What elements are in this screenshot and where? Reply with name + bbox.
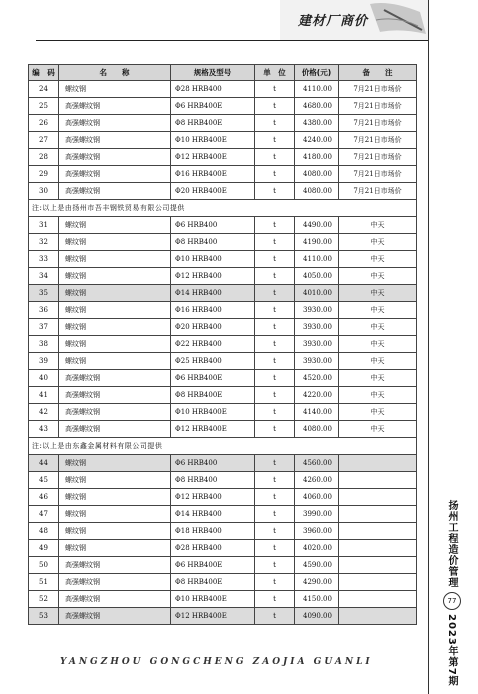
table-row xyxy=(29,217,417,234)
table-row xyxy=(29,506,417,523)
cell-spec: Φ14 HRB400 xyxy=(171,506,255,523)
cell-name: 高强螺纹钢 xyxy=(59,608,171,625)
table-row xyxy=(29,472,417,489)
cell-note: 中天 xyxy=(339,336,417,353)
cell-price: 4290.00 xyxy=(295,574,339,591)
cell-note: 中天 xyxy=(339,302,417,319)
header-name: 名 称 xyxy=(59,65,171,81)
table-row xyxy=(29,251,417,268)
cell-code: 48 xyxy=(29,523,59,540)
cell-unit: t xyxy=(255,455,295,472)
cell-code: 39 xyxy=(29,353,59,370)
cell-spec: Φ10 HRB400E xyxy=(171,591,255,608)
cell-code: 37 xyxy=(29,319,59,336)
table-row xyxy=(29,183,417,200)
cell-note xyxy=(339,540,417,557)
cell-code: 30 xyxy=(29,183,59,200)
cell-note: 中天 xyxy=(339,251,417,268)
cell-price: 4680.00 xyxy=(295,98,339,115)
cell-note: 中天 xyxy=(339,404,417,421)
table-row xyxy=(29,319,417,336)
table-row xyxy=(29,574,417,591)
cell-code: 24 xyxy=(29,81,59,98)
table-row xyxy=(29,302,417,319)
cell-price: 4010.00 xyxy=(295,285,339,302)
cell-spec: Φ6 HRB400 xyxy=(171,217,255,234)
cell-price: 4380.00 xyxy=(295,115,339,132)
cell-price: 4260.00 xyxy=(295,472,339,489)
table-row xyxy=(29,353,417,370)
table-row xyxy=(29,370,417,387)
cell-price: 4150.00 xyxy=(295,591,339,608)
cell-unit: t xyxy=(255,319,295,336)
cell-unit: t xyxy=(255,234,295,251)
cell-price: 3990.00 xyxy=(295,506,339,523)
cell-name: 螺纹钢 xyxy=(59,336,171,353)
table-row xyxy=(29,489,417,506)
cell-note: 中天 xyxy=(339,421,417,438)
cell-note: 中天 xyxy=(339,285,417,302)
cell-note: 7月21日市场价 xyxy=(339,183,417,200)
cell-spec: Φ12 HRB400E xyxy=(171,608,255,625)
cell-code: 36 xyxy=(29,302,59,319)
cell-unit: t xyxy=(255,98,295,115)
cell-code: 40 xyxy=(29,370,59,387)
cell-spec: Φ10 HRB400 xyxy=(171,251,255,268)
cell-code: 47 xyxy=(29,506,59,523)
table-note-row xyxy=(29,438,417,455)
cell-unit: t xyxy=(255,591,295,608)
cell-price: 4140.00 xyxy=(295,404,339,421)
cell-price: 3930.00 xyxy=(295,353,339,370)
cell-price: 3930.00 xyxy=(295,302,339,319)
cell-code: 50 xyxy=(29,557,59,574)
cell-price: 4110.00 xyxy=(295,81,339,98)
cell-unit: t xyxy=(255,370,295,387)
cell-code: 28 xyxy=(29,149,59,166)
cell-spec: Φ22 HRB400 xyxy=(171,336,255,353)
cell-price: 4190.00 xyxy=(295,234,339,251)
cell-note xyxy=(339,489,417,506)
cell-code: 25 xyxy=(29,98,59,115)
cell-spec: Φ12 HRB400 xyxy=(171,489,255,506)
price-table xyxy=(28,64,417,625)
cell-name: 螺纹钢 xyxy=(59,268,171,285)
cell-code: 35 xyxy=(29,285,59,302)
cell-name: 螺纹钢 xyxy=(59,353,171,370)
cell-unit: t xyxy=(255,217,295,234)
issue-label: 2023年第7期 xyxy=(446,614,457,687)
cell-price: 3960.00 xyxy=(295,523,339,540)
cell-name: 螺纹钢 xyxy=(59,217,171,234)
cell-unit: t xyxy=(255,353,295,370)
cell-code: 43 xyxy=(29,421,59,438)
cell-unit: t xyxy=(255,574,295,591)
cell-note: 中天 xyxy=(339,319,417,336)
cell-note xyxy=(339,523,417,540)
cell-note xyxy=(339,557,417,574)
cell-unit: t xyxy=(255,404,295,421)
table-row xyxy=(29,268,417,285)
page-number: 77 xyxy=(443,592,461,610)
cell-code: 29 xyxy=(29,166,59,183)
cell-spec: Φ10 HRB400E xyxy=(171,132,255,149)
cell-name: 高强螺纹钢 xyxy=(59,166,171,183)
cell-note xyxy=(339,472,417,489)
table-row xyxy=(29,81,417,98)
cell-unit: t xyxy=(255,251,295,268)
cell-unit: t xyxy=(255,421,295,438)
cell-price: 3930.00 xyxy=(295,319,339,336)
header-divider xyxy=(36,40,428,41)
cell-code: 49 xyxy=(29,540,59,557)
cell-note xyxy=(339,506,417,523)
cell-code: 34 xyxy=(29,268,59,285)
cell-name: 高强螺纹钢 xyxy=(59,115,171,132)
cell-name: 螺纹钢 xyxy=(59,251,171,268)
cell-price: 4590.00 xyxy=(295,557,339,574)
cell-spec: Φ16 HRB400E xyxy=(171,166,255,183)
cell-spec: Φ16 HRB400 xyxy=(171,302,255,319)
table-header-row xyxy=(29,65,417,81)
cell-name: 高强螺纹钢 xyxy=(59,574,171,591)
table-row xyxy=(29,166,417,183)
cell-name: 螺纹钢 xyxy=(59,81,171,98)
cell-spec: Φ8 HRB400E xyxy=(171,115,255,132)
cell-name: 高强螺纹钢 xyxy=(59,98,171,115)
side-divider xyxy=(428,0,429,694)
cell-note xyxy=(339,608,417,625)
cell-note: 7月21日市场价 xyxy=(339,149,417,166)
header-price: 价格(元) xyxy=(295,65,339,81)
table-row xyxy=(29,336,417,353)
cell-note: 7月21日市场价 xyxy=(339,98,417,115)
table-note-row xyxy=(29,200,417,217)
cell-unit: t xyxy=(255,81,295,98)
cell-spec: Φ6 HRB400E xyxy=(171,98,255,115)
cell-name: 高强螺纹钢 xyxy=(59,183,171,200)
cell-code: 51 xyxy=(29,574,59,591)
table-row xyxy=(29,540,417,557)
cell-note: 中天 xyxy=(339,268,417,285)
cell-spec: Φ10 HRB400E xyxy=(171,404,255,421)
spine xyxy=(438,500,468,687)
cell-spec: Φ6 HRB400 xyxy=(171,455,255,472)
table-row xyxy=(29,132,417,149)
cell-name: 螺纹钢 xyxy=(59,506,171,523)
cell-spec: Φ28 HRB400 xyxy=(171,540,255,557)
cell-code: 38 xyxy=(29,336,59,353)
table-row xyxy=(29,149,417,166)
cell-unit: t xyxy=(255,387,295,404)
cell-note: 7月21日市场价 xyxy=(339,81,417,98)
header-unit: 单 位 xyxy=(255,65,295,81)
cell-name: 高强螺纹钢 xyxy=(59,370,171,387)
table-row xyxy=(29,591,417,608)
cell-spec: Φ12 HRB400 xyxy=(171,268,255,285)
cell-name: 螺纹钢 xyxy=(59,472,171,489)
cell-note: 中天 xyxy=(339,353,417,370)
header-note: 备 注 xyxy=(339,65,417,81)
table-row xyxy=(29,387,417,404)
cell-note xyxy=(339,591,417,608)
cell-name: 螺纹钢 xyxy=(59,319,171,336)
cell-name: 高强螺纹钢 xyxy=(59,591,171,608)
journal-name: 扬州工程造价管理 xyxy=(446,500,457,588)
cell-spec: Φ8 HRB400 xyxy=(171,234,255,251)
cell-name: 螺纹钢 xyxy=(59,489,171,506)
cell-unit: t xyxy=(255,285,295,302)
cell-name: 螺纹钢 xyxy=(59,540,171,557)
cell-name: 高强螺纹钢 xyxy=(59,421,171,438)
cell-price: 3930.00 xyxy=(295,336,339,353)
cell-price: 4080.00 xyxy=(295,166,339,183)
cell-code: 27 xyxy=(29,132,59,149)
table-row xyxy=(29,285,417,302)
cell-price: 4220.00 xyxy=(295,387,339,404)
cell-code: 45 xyxy=(29,472,59,489)
cell-note xyxy=(339,455,417,472)
cell-unit: t xyxy=(255,302,295,319)
cell-unit: t xyxy=(255,523,295,540)
cell-spec: Φ14 HRB400 xyxy=(171,285,255,302)
cell-spec: Φ25 HRB400 xyxy=(171,353,255,370)
table-row xyxy=(29,557,417,574)
cell-spec: Φ12 HRB400E xyxy=(171,149,255,166)
cell-unit: t xyxy=(255,166,295,183)
footer-text: YANGZHOU GONGCHENG ZAOJIA GUANLI xyxy=(60,657,373,667)
cell-price: 4060.00 xyxy=(295,489,339,506)
cell-unit: t xyxy=(255,557,295,574)
cell-name: 高强螺纹钢 xyxy=(59,557,171,574)
cell-spec: Φ12 HRB400E xyxy=(171,421,255,438)
cell-note: 7月21日市场价 xyxy=(339,166,417,183)
cell-unit: t xyxy=(255,183,295,200)
cell-unit: t xyxy=(255,336,295,353)
cell-note: 中天 xyxy=(339,370,417,387)
cell-code: 44 xyxy=(29,455,59,472)
cell-price: 4490.00 xyxy=(295,217,339,234)
cell-code: 33 xyxy=(29,251,59,268)
header-spec: 规格及型号 xyxy=(171,65,255,81)
cell-note: 中天 xyxy=(339,234,417,251)
cell-name: 螺纹钢 xyxy=(59,234,171,251)
cell-name: 高强螺纹钢 xyxy=(59,149,171,166)
cell-note xyxy=(339,574,417,591)
cell-price: 4110.00 xyxy=(295,251,339,268)
cell-code: 46 xyxy=(29,489,59,506)
cell-name: 高强螺纹钢 xyxy=(59,132,171,149)
cell-unit: t xyxy=(255,472,295,489)
cell-unit: t xyxy=(255,115,295,132)
cell-price: 4090.00 xyxy=(295,608,339,625)
cell-spec: Φ18 HRB400 xyxy=(171,523,255,540)
cell-price: 4080.00 xyxy=(295,183,339,200)
table-row xyxy=(29,115,417,132)
cell-spec: Φ8 HRB400E xyxy=(171,574,255,591)
supplier-note: 注:以上是由扬州市吾丰钢铁贸易有限公司提供 xyxy=(29,200,417,217)
cell-unit: t xyxy=(255,608,295,625)
table-row xyxy=(29,421,417,438)
cell-unit: t xyxy=(255,506,295,523)
cell-spec: Φ28 HRB400 xyxy=(171,81,255,98)
table-row xyxy=(29,98,417,115)
table-row xyxy=(29,523,417,540)
cell-code: 32 xyxy=(29,234,59,251)
cell-name: 螺纹钢 xyxy=(59,523,171,540)
cell-spec: Φ8 HRB400 xyxy=(171,472,255,489)
cell-unit: t xyxy=(255,132,295,149)
table-row xyxy=(29,608,417,625)
cell-name: 螺纹钢 xyxy=(59,455,171,472)
cell-name: 螺纹钢 xyxy=(59,302,171,319)
cell-note: 7月21日市场价 xyxy=(339,115,417,132)
table-row xyxy=(29,234,417,251)
cell-note: 中天 xyxy=(339,387,417,404)
cell-name: 螺纹钢 xyxy=(59,285,171,302)
cell-code: 53 xyxy=(29,608,59,625)
cell-spec: Φ8 HRB400E xyxy=(171,387,255,404)
cell-price: 4240.00 xyxy=(295,132,339,149)
cell-note: 中天 xyxy=(339,217,417,234)
cell-code: 31 xyxy=(29,217,59,234)
cell-unit: t xyxy=(255,540,295,557)
cell-code: 42 xyxy=(29,404,59,421)
cell-price: 4520.00 xyxy=(295,370,339,387)
table-row xyxy=(29,455,417,472)
cell-spec: Φ6 HRB400E xyxy=(171,557,255,574)
cell-price: 4180.00 xyxy=(295,149,339,166)
cell-note: 7月21日市场价 xyxy=(339,132,417,149)
cell-spec: Φ6 HRB400E xyxy=(171,370,255,387)
cell-unit: t xyxy=(255,149,295,166)
cell-unit: t xyxy=(255,268,295,285)
cell-price: 4020.00 xyxy=(295,540,339,557)
cell-name: 高强螺纹钢 xyxy=(59,387,171,404)
cell-price: 4050.00 xyxy=(295,268,339,285)
header-code: 编 码 xyxy=(29,65,59,81)
cell-name: 高强螺纹钢 xyxy=(59,404,171,421)
supplier-note: 注:以上是由东鑫金属材料有限公司提供 xyxy=(29,438,417,455)
cell-code: 26 xyxy=(29,115,59,132)
cell-spec: Φ20 HRB400E xyxy=(171,183,255,200)
cell-price: 4560.00 xyxy=(295,455,339,472)
cell-code: 52 xyxy=(29,591,59,608)
cell-code: 41 xyxy=(29,387,59,404)
cell-price: 4080.00 xyxy=(295,421,339,438)
table-row xyxy=(29,404,417,421)
cell-spec: Φ20 HRB400 xyxy=(171,319,255,336)
header-title: 建材厂商价 xyxy=(298,14,369,29)
cell-unit: t xyxy=(255,489,295,506)
